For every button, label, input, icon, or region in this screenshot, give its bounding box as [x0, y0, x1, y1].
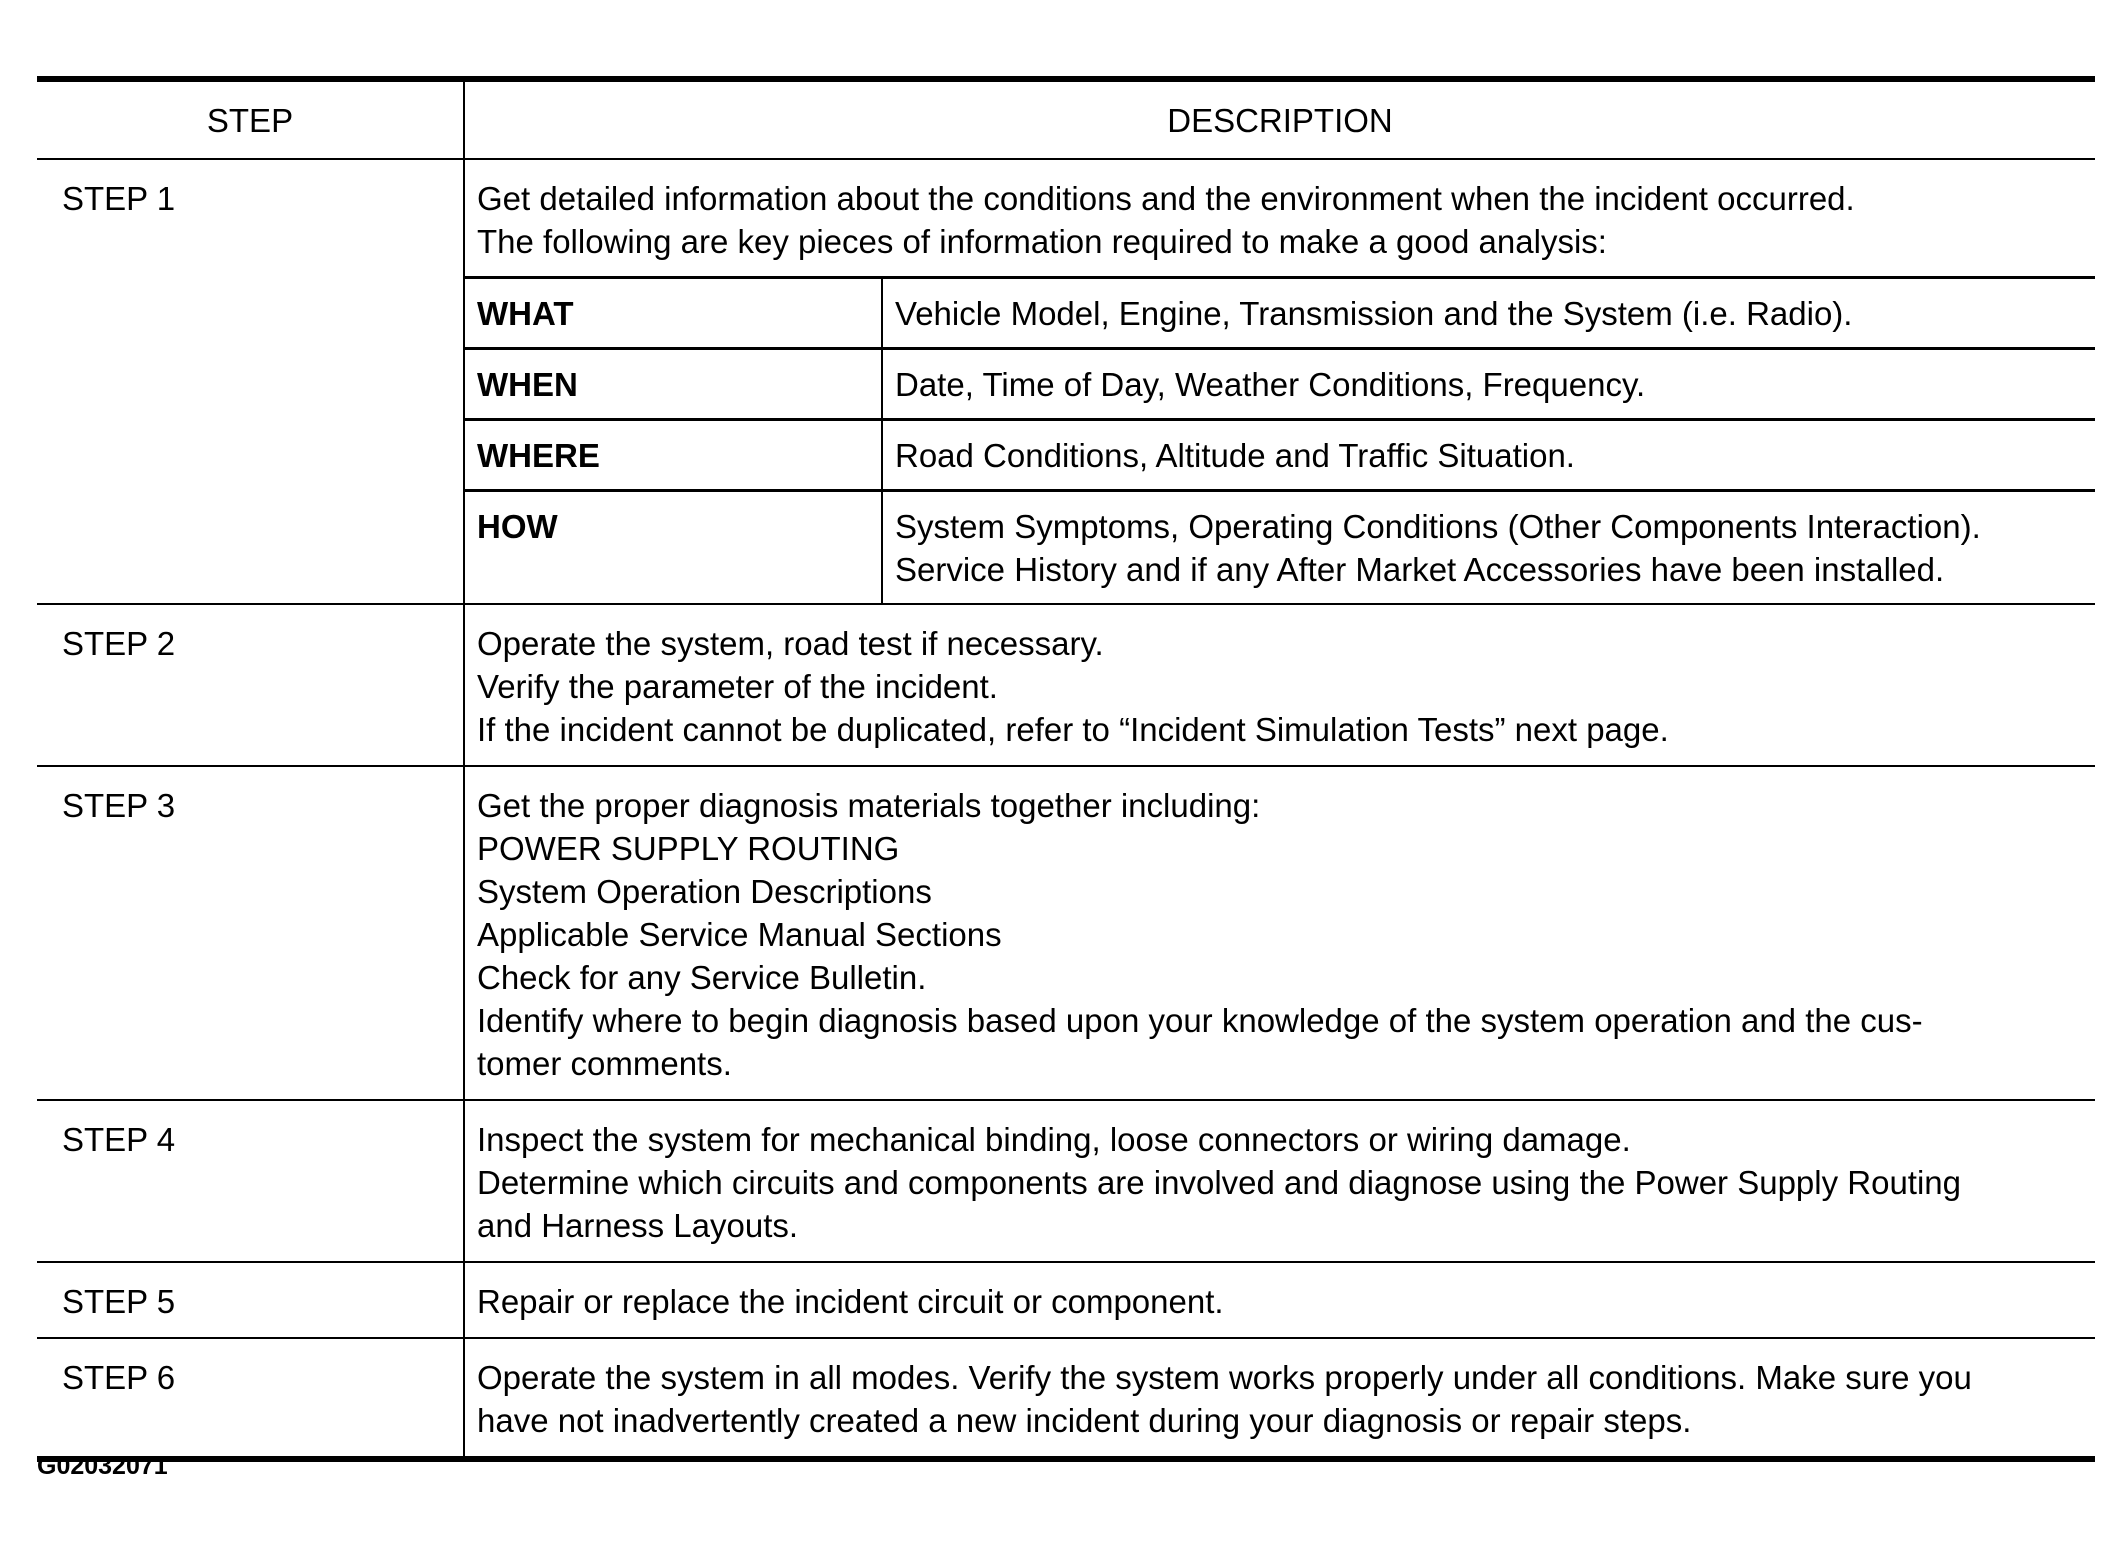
- info-row-where: [465, 420, 2095, 491]
- step-label: STEP 5: [37, 1262, 464, 1338]
- step-label: STEP 2: [37, 604, 464, 766]
- info-row-what: [465, 278, 2095, 349]
- info-key: WHAT: [465, 278, 882, 349]
- info-value-line: System Symptoms, Operating Conditions (Other Components Interaction).: [895, 508, 1981, 545]
- description-line: If the incident cannot be duplicated, refer to “Incident Simulation Tests” next page.: [477, 711, 1669, 748]
- description-line: and Harness Layouts.: [477, 1207, 799, 1244]
- table-row: [37, 604, 2095, 766]
- table-row: [37, 159, 2095, 604]
- step-description: [464, 766, 2095, 1100]
- description-line: tomer comments.: [477, 1045, 732, 1082]
- table-row: [37, 1100, 2095, 1262]
- info-value: [882, 420, 2095, 491]
- description-column-header: DESCRIPTION: [464, 79, 2095, 159]
- table-row: [37, 1338, 2095, 1459]
- description-line: Verify the parameter of the incident.: [477, 668, 998, 705]
- description-line: The following are key pieces of information required to make a good analysis:: [477, 223, 1607, 260]
- figure-id: G02032071: [37, 1452, 168, 1480]
- table-header-row: [37, 79, 2095, 159]
- info-value: [882, 491, 2095, 604]
- description-line: Get the proper diagnosis materials together including:: [477, 787, 1261, 824]
- description-line: have not inadvertently created a new incident during your diagnosis or repair steps.: [477, 1402, 1692, 1439]
- table-row: [37, 1262, 2095, 1338]
- step-description: [464, 1100, 2095, 1262]
- table-row: [37, 766, 2095, 1100]
- info-value: [882, 278, 2095, 349]
- description-line: Operate the system in all modes. Verify the system works properly under all conditions. Make sure you: [477, 1359, 1972, 1396]
- description-line: Check for any Service Bulletin.: [477, 959, 927, 996]
- step-description: [464, 1262, 2095, 1338]
- step-column-header: STEP: [37, 79, 464, 159]
- step-label: STEP 6: [37, 1338, 464, 1459]
- description-line: POWER SUPPLY ROUTING: [477, 830, 900, 867]
- description-line: Operate the system, road test if necessary.: [477, 625, 1104, 662]
- diagnostic-procedure-page: [37, 76, 2095, 1462]
- step-description: [464, 604, 2095, 766]
- step-description: [464, 1338, 2095, 1459]
- info-value-line: Service History and if any After Market Accessories have been installed.: [895, 551, 1945, 588]
- step-label: STEP 1: [37, 159, 464, 604]
- info-value: [882, 349, 2095, 420]
- info-value-line: Vehicle Model, Engine, Transmission and the System (i.e. Radio).: [895, 295, 1853, 332]
- diagnostic-steps-table: [37, 76, 2095, 1462]
- description-line: Determine which circuits and components are involved and diagnose using the Power Supply Routing: [477, 1164, 1962, 1201]
- description-line: Inspect the system for mechanical binding, loose connectors or wiring damage.: [477, 1121, 1631, 1158]
- step-label: STEP 3: [37, 766, 464, 1100]
- info-row-when: [465, 349, 2095, 420]
- info-row-how: [465, 491, 2095, 604]
- description-line: System Operation Descriptions: [477, 873, 932, 910]
- info-key: HOW: [465, 491, 882, 604]
- description-line: Identify where to begin diagnosis based upon your knowledge of the system operation and the cus-: [477, 1002, 1923, 1039]
- description-line: Get detailed information about the conditions and the environment when the incident occurred.: [477, 180, 1855, 217]
- info-value-line: Date, Time of Day, Weather Conditions, Frequency.: [895, 366, 1646, 403]
- info-value-line: Road Conditions, Altitude and Traffic Situation.: [895, 437, 1575, 474]
- step-description: [464, 159, 2095, 604]
- description-line: Applicable Service Manual Sections: [477, 916, 1002, 953]
- info-key: WHEN: [465, 349, 882, 420]
- info-key: WHERE: [465, 420, 882, 491]
- step-label: STEP 4: [37, 1100, 464, 1262]
- incident-info-table: [465, 276, 2095, 603]
- description-line: Repair or replace the incident circuit or component.: [477, 1283, 1224, 1320]
